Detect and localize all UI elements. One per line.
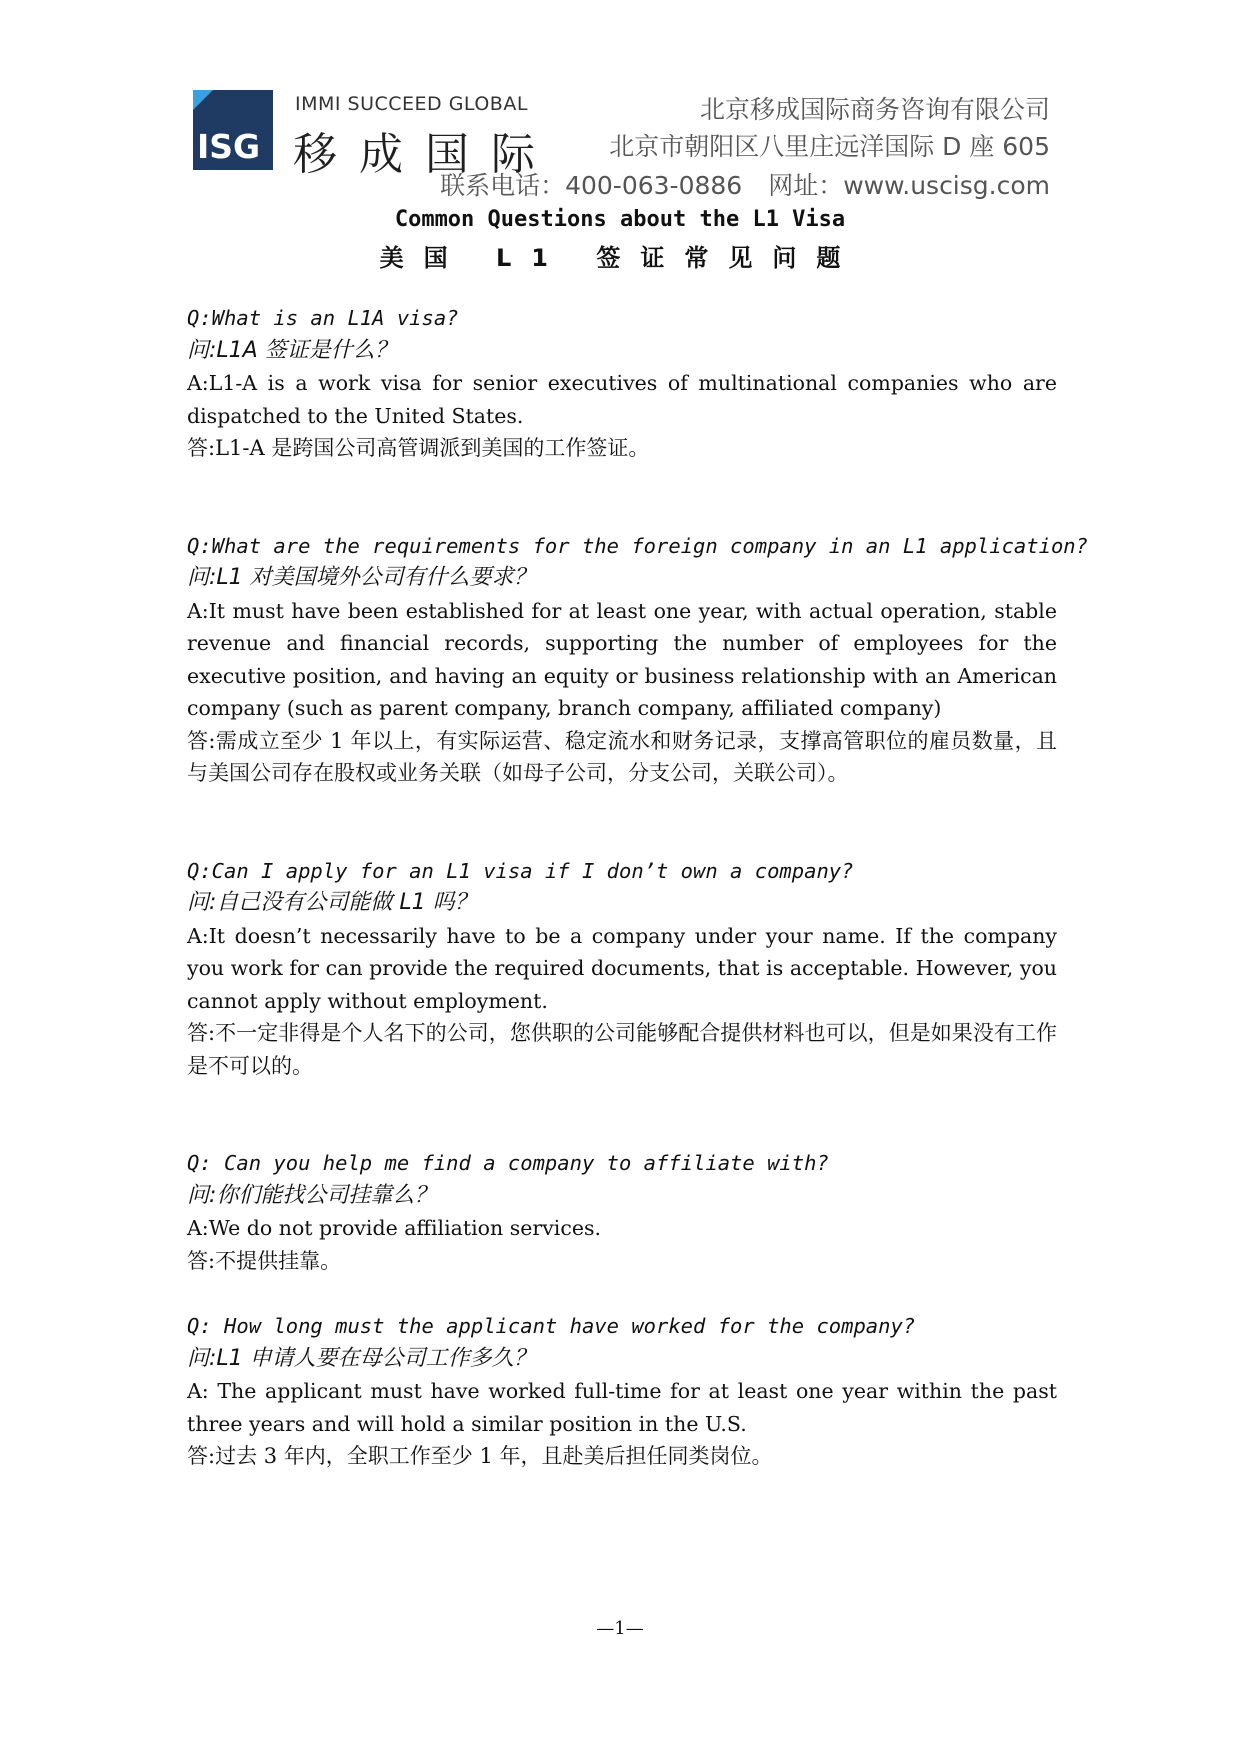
answer-cn: 答:不一定非得是个人名下的公司，您供职的公司能够配合提供材料也可以，但是如果没有工作是不可以的。 — [187, 1021, 1057, 1078]
spacer — [187, 1082, 1057, 1147]
question-cn: 问:L1 申请人要在母公司工作多久？ — [187, 1345, 536, 1371]
question-cn: 问:L1A 签证是什么？ — [187, 337, 397, 363]
logo-corner-accent — [193, 90, 213, 110]
question-en: Q: Can you help me find a company to affiliate with? — [187, 1151, 829, 1175]
answer-en: A:We do not provide affiliation services. — [187, 1216, 601, 1240]
question-en: Q:Can I apply for an L1 visa if I don’t own a company? — [187, 858, 854, 883]
answer-cn: 答:过去 3 年内，全职工作至少 1 年，且赴美后担任同类岗位。 — [187, 1444, 773, 1468]
question-cn: 问:L1 对美国境外公司有什么要求？ — [187, 565, 536, 590]
question-cn: 问:你们能找公司挂靠么？ — [187, 1182, 437, 1208]
phone: 联系电话：400-063-0886 — [440, 171, 743, 200]
page-number: —1— — [596, 1618, 644, 1639]
faq-item — [187, 1310, 1057, 1473]
question-en: Q:What is an L1A visa? — [187, 306, 459, 330]
faq-item — [187, 302, 1057, 465]
company-info — [609, 91, 1050, 165]
isg-logo — [193, 90, 273, 170]
company-name: 北京移成国际商务咨询有限公司 — [699, 95, 1050, 124]
spacer — [187, 1277, 1057, 1310]
brand-name-cn: 移成国际 — [293, 129, 557, 180]
question-en: Q:What are the requirements for the foreign company in an L1 application? — [187, 533, 1088, 558]
answer-cn: 答:L1-A 是跨国公司高管调派到美国的工作签证。 — [187, 436, 650, 460]
answer-cn: 答:不提供挂靠。 — [187, 1248, 342, 1273]
answer-en: A: The applicant must have worked full-time for at least one year within the past three years and will hold a similar position in the U.S. — [187, 1379, 1057, 1436]
spacer — [187, 465, 1057, 530]
website: 网址：www.uscisg.com — [768, 171, 1050, 200]
logo-text: ISG — [197, 127, 261, 166]
answer-en: A:L1-A is a work visa for senior executives of multinational companies who are dispatched to the United States. — [187, 371, 1057, 428]
brand-name-en: IMMI SUCCEED GLOBAL — [295, 93, 528, 115]
answer-en: A:It doesn’t necessarily have to be a company under your name. If the company you work for can provide the required documents, that is acceptable. However, you cannot apply without employment. — [187, 923, 1057, 1013]
contact-line — [440, 166, 1050, 202]
company-address: 北京市朝阳区八里庄远洋国际 D 座 605 — [609, 132, 1050, 161]
answer-cn: 答:需成立至少 1 年以上，有实际运营、稳定流水和财务记录，支撑高管职位的雇员数量，且与美国公司存在股权或业务关联（如母子公司，分支公司，关联公司）。 — [187, 728, 1057, 785]
document-title-en: Common Questions about the L1 Visa — [394, 207, 846, 232]
faq-item — [187, 855, 1057, 1083]
answer-en: A:It must have been established for at least one year, with actual operation, stable revenue and financial records, supporting the number of employees for the executive position, and having an equity or business relationship with an American company (such as parent company, branch company, affiliated company) — [187, 598, 1057, 720]
letterhead — [190, 88, 1060, 198]
faq-item — [187, 1147, 1057, 1277]
spacer — [187, 790, 1057, 855]
document-title-cn: 美国 L1 签证常见问题 — [379, 244, 861, 272]
faq-item — [187, 530, 1088, 790]
question-cn: 问:自己没有公司能做 L1 吗？ — [187, 890, 477, 915]
question-en: Q: How long must the applicant have worked for the company? — [187, 1314, 916, 1338]
faq-content — [187, 302, 1088, 1473]
